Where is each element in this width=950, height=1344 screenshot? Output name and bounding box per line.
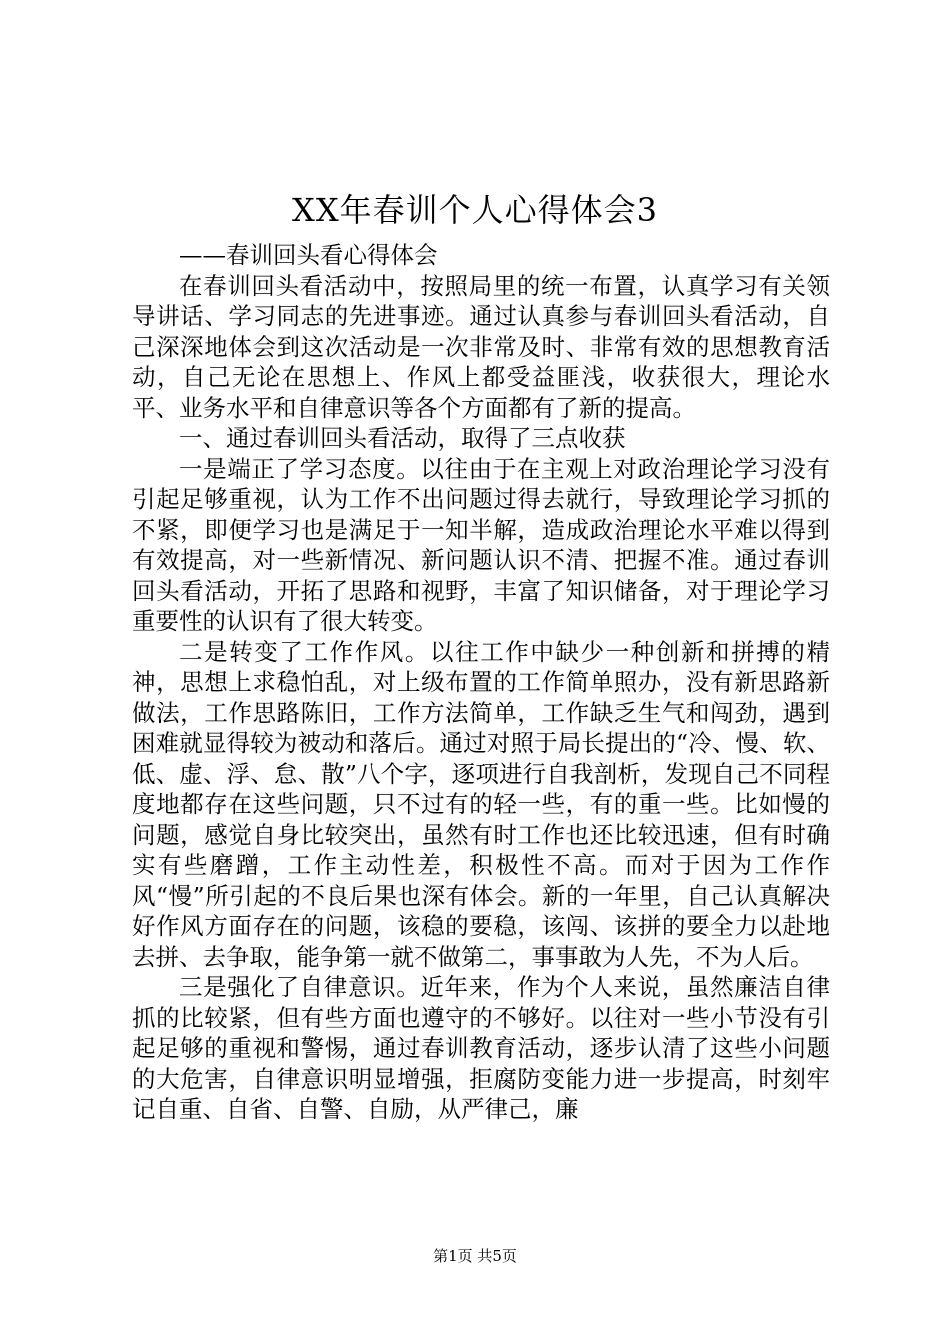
paragraph-point-2: 二是转变了工作作风。以往工作中缺少一种创新和拼搏的精神，思想上求稳怕乱，对上级布置的工作简单照办，没有新思路新做法，工作思路陈旧，工作方法简单，工作缺乏生气和闯劲，遇到困难就显得较为被动和落后。通过对照于局长提出的“冷、慢、软、低、虚、浮、怠、散”八个字，逐项进行自我剖析，发现自己不同程度地都存在这些问题，只不过有的轻一些，有的重一些。比如慢的问题，感觉自身比较突出，虽然有时工作也还比较迅速，但有时确实有些磨蹭，工作主动性差，积极性不高。而对于因为工作作风“慢”所引起的不良后果也深有体会。新的一年里，自己认真解决好作风方面存在的问题，该稳的要稳，该闯、该拼的要全力以赴地去拼、去争取，能争第一就不做第二，事事敢为人先，不为人后。: [132, 637, 830, 971]
page-footer: 第1页 共5页: [433, 1247, 517, 1265]
paragraph-point-1: 一是端正了学习态度。以往由于在主观上对政治理论学习没有引起足够重视，认为工作不出问题过得去就行，导致理论学习抓的不紧，即便学习也是满足于一知半解，造成政治理论水平难以得到有效提高，对一些新情况、新问题认识不清、把握不准。通过春训回头看活动，开拓了思路和视野，丰富了知识储备，对于理论学习重要性的认识有了很大转变。: [132, 454, 830, 635]
paragraph-point-3: 三是强化了自律意识。近年来，作为个人来说，虽然廉洁自律抓的比较紧，但有些方面也遵守的不够好。以往对一些小节没有引起足够的重视和警惕，通过春训教育活动，逐步认清了这些小问题的大危害，自律意识明显增强，拒腐防变能力进一步提高，时刻牢记自重、自省、自警、自励，从严律己，廉: [132, 973, 830, 1123]
subtitle: ——春训回头看心得体会: [179, 241, 438, 269]
document-body: [132, 240, 830, 1125]
section-heading-1: 一、通过春训回头看活动，取得了三点收获: [179, 424, 626, 452]
paragraph-intro: 在春训回头看活动中，按照局里的统一布置，认真学习有关领导讲话、学习同志的先进事迹。通过认真参与春训回头看活动，自己深深地体会到这次活动是一次非常及时、非常有效的思想教育活动，自己无论在思想上、作风上都受益匪浅，收获很大，理论水平、业务水平和自律意识等各个方面都有了新的提高。: [132, 271, 830, 422]
document-title: XX年春训个人心得体会3: [292, 191, 658, 229]
